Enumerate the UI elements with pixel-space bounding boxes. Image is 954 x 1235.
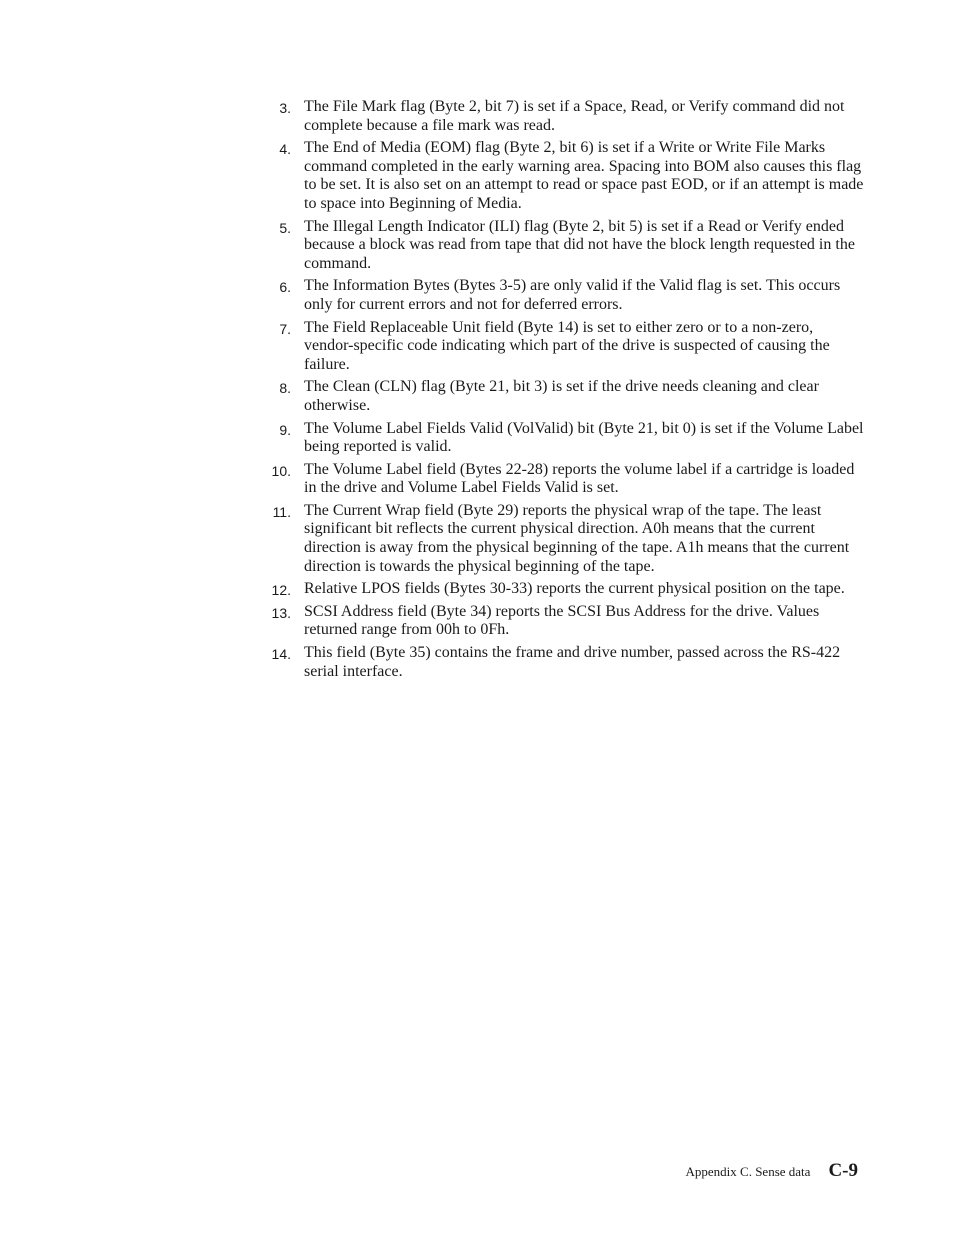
- list-item: [264, 461, 864, 498]
- item-text: The Field Replaceable Unit field (Byte 14) is set to either zero or to a non-zero, vendor-specific code indicating which part of the drive is suspected of causing the failure.: [304, 318, 830, 373]
- item-number: 8.: [279, 380, 291, 397]
- item-text: The Information Bytes (Bytes 3-5) are only valid if the Valid flag is set. This occurs only for current errors and not for deferred errors.: [304, 277, 841, 313]
- list-item: [264, 378, 864, 415]
- list-item: [264, 603, 864, 640]
- list-item: [264, 98, 864, 135]
- item-text: The Volume Label Fields Valid (VolValid) bit (Byte 21, bit 0) is set if the Volume Label being reported is valid.: [304, 419, 864, 456]
- item-text: The Volume Label field (Bytes 22-28) reports the volume label if a cartridge is loaded in the drive and Volume Label Fields Valid is set.: [304, 460, 855, 497]
- item-number: 3.: [279, 100, 291, 116]
- list-item: [264, 580, 864, 599]
- item-text: The Current Wrap field (Byte 29) reports the physical wrap of the tape. The least significant bit reflects the current physical direction. A0h means that the current direction is away from the physical beginning of the tape. A1h means that the current direction is towards the physical beginning of the tape.: [304, 501, 850, 575]
- item-text: This field (Byte 35) contains the frame and drive number, passed across the RS-422 serial interface.: [304, 644, 841, 680]
- item-number: 5.: [279, 219, 291, 236]
- list-item: [264, 644, 864, 681]
- item-number: 11.: [272, 503, 291, 520]
- item-number: 4.: [279, 141, 291, 158]
- list-item: [264, 277, 864, 314]
- item-number: 12.: [271, 582, 291, 599]
- list-item: [264, 420, 864, 457]
- notes-list: [264, 98, 864, 685]
- item-number: 13.: [271, 604, 291, 621]
- page-number: C-9: [828, 1160, 858, 1181]
- list-item: [264, 502, 864, 576]
- item-number: 14.: [271, 646, 291, 663]
- footer-section-label: Appendix C. Sense data: [685, 1164, 811, 1179]
- item-text: The Illegal Length Indicator (ILI) flag (Byte 2, bit 5) is set if a Read or Verify ended because a block was read from tape that did not have the block length requested in the command.: [304, 217, 855, 272]
- list-item: [264, 139, 864, 213]
- item-number: 7.: [279, 320, 291, 337]
- item-text: The File Mark flag (Byte 2, bit 7) is set if a Space, Read, or Verify command did not complete because a file mark was read.: [304, 98, 845, 134]
- item-text: Relative LPOS fields (Bytes 30-33) reports the current physical position on the tape.: [304, 580, 845, 598]
- item-text: The Clean (CLN) flag (Byte 21, bit 3) is set if the drive needs cleaning and clear otherwise.: [304, 378, 819, 414]
- item-number: 10.: [271, 462, 291, 479]
- page-footer: [686, 1160, 858, 1182]
- item-number: 6.: [279, 279, 291, 296]
- item-text: The End of Media (EOM) flag (Byte 2, bit 6) is set if a Write or Write File Marks command completed in the early warning area. Spacing into BOM also causes this flag to be set. It is also set on an attempt to read or space past EOD, or if an attempt is made to space into Beginning of Media.: [304, 139, 864, 212]
- list-item: [264, 319, 864, 375]
- list-item: [264, 218, 864, 274]
- item-number: 9.: [279, 421, 291, 438]
- item-text: SCSI Address field (Byte 34) reports the SCSI Bus Address for the drive. Values returned range from 00h to 0Fh.: [304, 602, 820, 639]
